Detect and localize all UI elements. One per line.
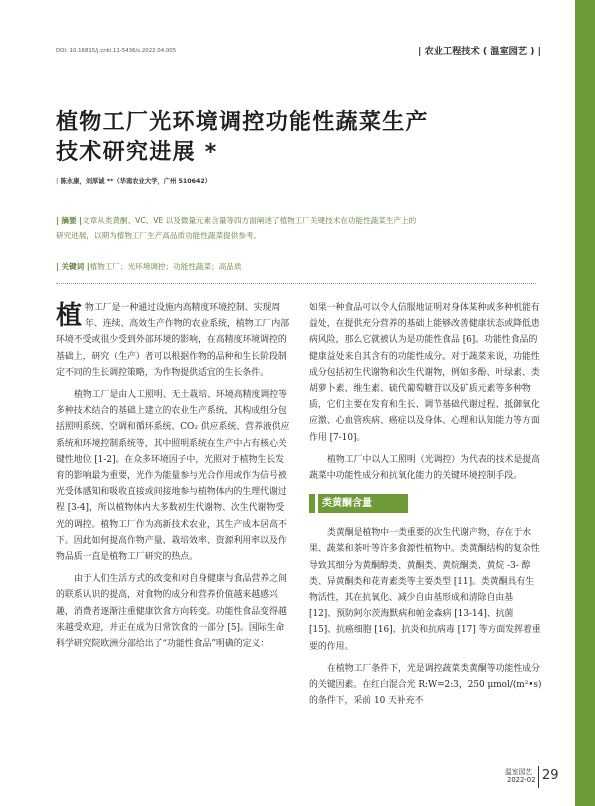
title-line-1: 植物工厂光环境调控功能性蔬菜生产: [56, 110, 429, 135]
doi-text: DOI: 10.16815/j.cnki.11-5436/s.2022.04.005: [56, 48, 177, 54]
paragraph-functional-definition: 如果一种食品可以令人信服地证明对身体某种或多种机能有益处，在提供充分营养的基础上能够改善健康状态或降低患病风险，那么它就被认为是功能性食品 [6]。功能性食品的健康益处来自其含有的功能性成分。对于蔬菜来说，功能性成分包括初生代谢物和次生代谢物，例如多酚、叶绿素、类胡萝卜素、维生素、硫代葡萄糖苷以及矿质元素等多种物质，它们主要在发育和生长、调节基础代谢过程、抵御氧化应激、心血管疾病、癌症以及身体、心理和认知能力等方面作用 [7-10]。: [309, 303, 540, 443]
paragraph-intro: [56, 300, 290, 381]
abstract-line-1: [56, 213, 536, 228]
side-color-bar: [575, 0, 595, 806]
keywords-label: | 关键词 |: [56, 262, 90, 271]
column-label: | 农业工程技术 ( 温室园艺 ) |: [418, 46, 541, 57]
abstract-text-1: 文章从类黄酮、VC、VE 以及微量元素含量等四方面阐述了植物工厂关键技术在功能性蔬菜生产上的: [82, 216, 417, 225]
keywords-block: [56, 261, 242, 272]
title-line-2: 技术研究进展 *: [56, 140, 218, 165]
footer-rule: [538, 766, 539, 788]
authors-text: 陈永康，刘厚诚 **（华南农业大学，广州 510642）: [60, 178, 212, 185]
author-bar-mark: |: [56, 178, 61, 185]
section-divider: [56, 283, 536, 284]
left-column: [56, 300, 290, 652]
paragraph-intro-text: 物工厂是一种通过设施内高精度环境控制、实现周年、连续、高效生产作物的农业系统，植物工厂内部环境不受或很少受到外部环境的影响，在高精度环境调控的基础上，研究（生产）者可以根据作物的品种和生长阶段制定不同的生长调控策略，为作物提供适宜的生长条件。: [56, 303, 290, 378]
drop-cap: 植: [56, 301, 83, 331]
paragraph-flavonoid: 类黄酮是植物中一类重要的次生代谢产物，存在于水果、蔬菜和茶叶等许多食源性植物中。类黄酮结构的复杂性导致其细分为黄酮醇类、黄酮类、黄烷酮类、黄烷 -3- 醇类、异黄酮类和花青素类等主要类型 [11]。类黄酮具有生物活性，其在抗氧化、减少自由基形成和清除自由基 [12]、预防阿尔茨海默病和帕金森病 [13-14]、抗菌 [15]、抗癌细胞 [16]、抗炎和抗病毒 [17] 等方面发挥着重要的作用。: [309, 528, 541, 652]
paragraph-plant-factory: 植物工厂是由人工照明、无土栽培、环境高精度调控等多种技术结合的基础上建立的农业生产系统，其构成组分包括照明系统、空调和循环系统、CO₂ 供应系统、营养液供应系统和环境控制系统等，其中照明系统在生产中占有核心关键性地位 [1-2]。在众多环境因子中，光照对于植物生长发育的影响最为重要，光作为能量参与光合作用或作为信号被光受体感知和吸收直接或间接地参与植物体内的生理代谢过程 [3-4]，所以植物体内大多数初生代谢物、次生代谢物受光的调控。植物工厂作为高新技术农业，其生产成本居高不下。因此如何提高作物产量、栽培效率、资源利用率以及作物品质一直是植物工厂研究的热点。: [56, 390, 290, 563]
paragraph-light-flavonoid: 在植物工厂条件下，光是调控蔬菜类黄酮等功能性成分的关键因素。在红白混合光 R:W=2:3，250 μmol/(m²•s) 的条件下，采前 10 天补充不: [309, 663, 542, 707]
paragraph-functional-food: 由于人们生活方式的改变和对自身健康与食品营养之间的联系认识的提高，对食物的成分和营养价值越来越感兴趣，消费者逐渐注重健康饮食方向转变。功能性食品变得越来越受欢迎，并正在成为日常饮食的一部分 [5]。国际生命科学研究院欧洲分部给出了“功能性食品”明确的定义：: [56, 574, 287, 650]
abstract-block: [56, 213, 536, 243]
issue-date: 2022-02: [507, 776, 536, 784]
page-number: 29: [542, 768, 559, 783]
paragraph-light-control: 植物工厂中以人工照明（光调控）为代表的技术是提高蔬菜中功能性成分和抗氧化能力的关键环境控制手段。: [309, 454, 540, 482]
abstract-label: | 摘要 |: [56, 216, 83, 225]
section-heading-title: 类黄酮含量: [318, 494, 408, 513]
author-line: [56, 176, 211, 185]
section-heading: [309, 494, 543, 513]
right-column: [309, 300, 543, 709]
section-heading-square: [309, 494, 315, 513]
magazine-name: 温室园艺: [505, 768, 533, 776]
keywords-text: 植物工厂；光环境调控；功能性蔬菜；高品质: [89, 262, 242, 271]
abstract-line-2: 研究进展，以期为植物工厂生产高品质功能性蔬菜提供参考。: [56, 231, 262, 240]
article-title: [56, 108, 556, 168]
